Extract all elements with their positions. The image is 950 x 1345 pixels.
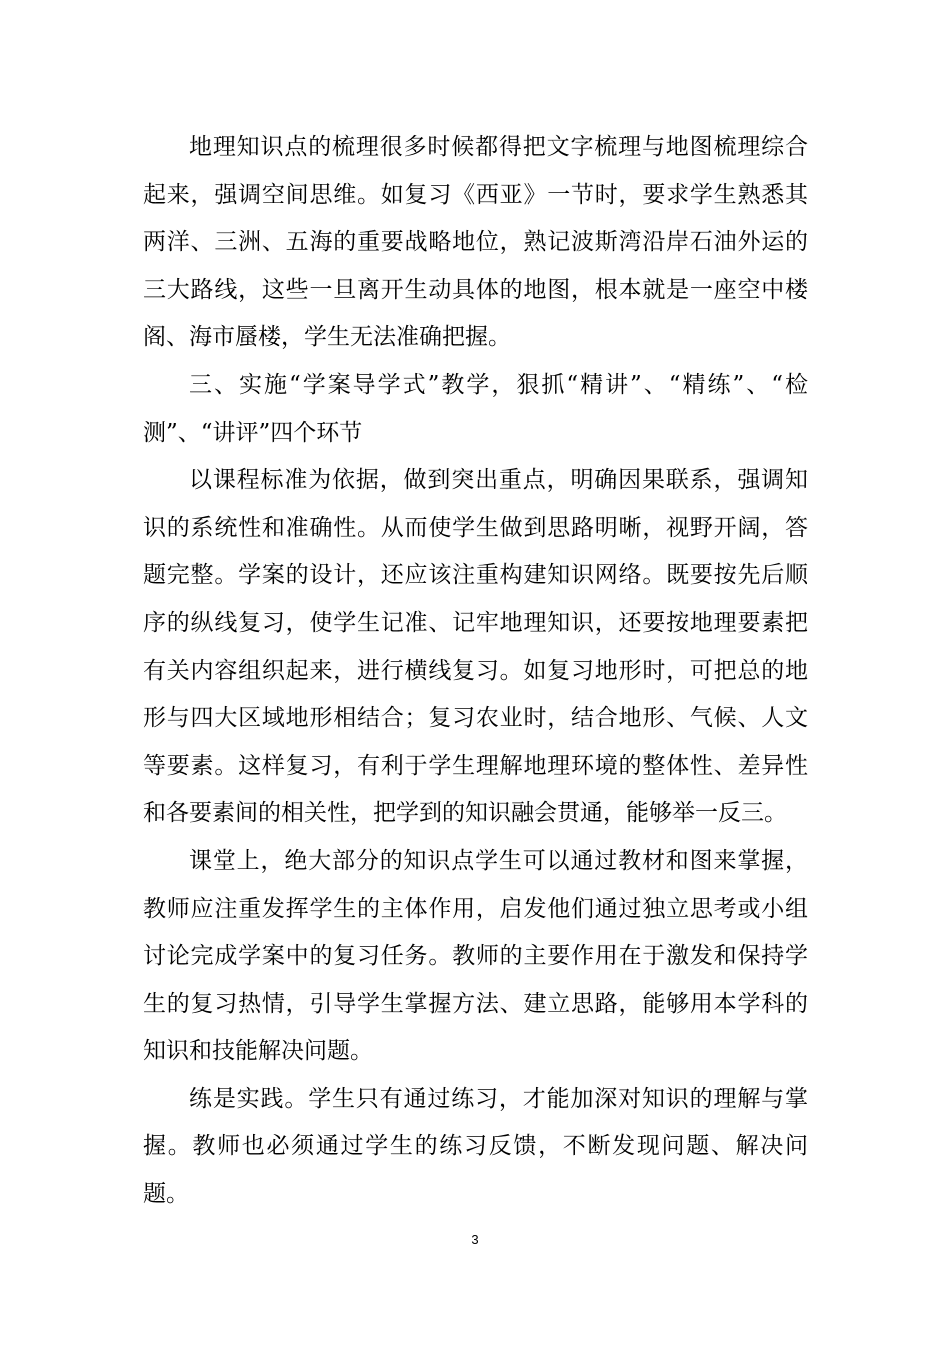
body-text	[143, 124, 808, 1219]
paragraph-practice: 练是实践。学生只有通过练习，才能加深对知识的理解与掌握。教师也必须通过学生的练习反馈，不断发现问题、解决问题。	[143, 1085, 808, 1208]
paragraph-classroom: 课堂上，绝大部分的知识点学生可以通过教材和图来掌握，教师应注重发挥学生的主体作用，启发他们通过独立思考或小组讨论完成学案中的复习任务。教师的主要作用在于激发和保持学生的复习热情，引导学生掌握方法、建立思路，能够用本学科的知识和技能解决问题。	[143, 847, 808, 1065]
section-heading-guided-learning: 三、实施“学案导学式”教学，狠抓“精讲”、“精练”、“检测”、“讲评”四个环节	[143, 371, 808, 446]
paragraph-map-review: 地理知识点的梳理很多时候都得把文字梳理与地图梳理综合起来，强调空间思维。如复习《西亚》一节时，要求学生熟悉其两洋、三洲、五海的重要战略地位，熟记波斯湾沿岸石油外运的三大路线，这些一旦离开生动具体的地图，根本就是一座空中楼阁、海市蜃楼，学生无法准确把握。	[143, 134, 808, 351]
page-number: 3	[471, 1232, 479, 1247]
paragraph-curriculum-standard: 以课程标准为依据，做到突出重点，明确因果联系，强调知识的系统性和准确性。从而使学生做到思路明晰，视野开阔，答题完整。学案的设计，还应该注重构建知识网络。既要按先后顺序的纵线复习，使学生记准、记牢地理知识，还要按地理要素把有关内容组织起来，进行横线复习。如复习地形时，可把总的地形与四大区域地形相结合；复习农业时，结合地形、气候、人文等要素。这样复习，有利于学生理解地理环境的整体性、差异性和各要素间的相关性，把学到的知识融会贯通，能够举一反三。	[143, 467, 808, 827]
